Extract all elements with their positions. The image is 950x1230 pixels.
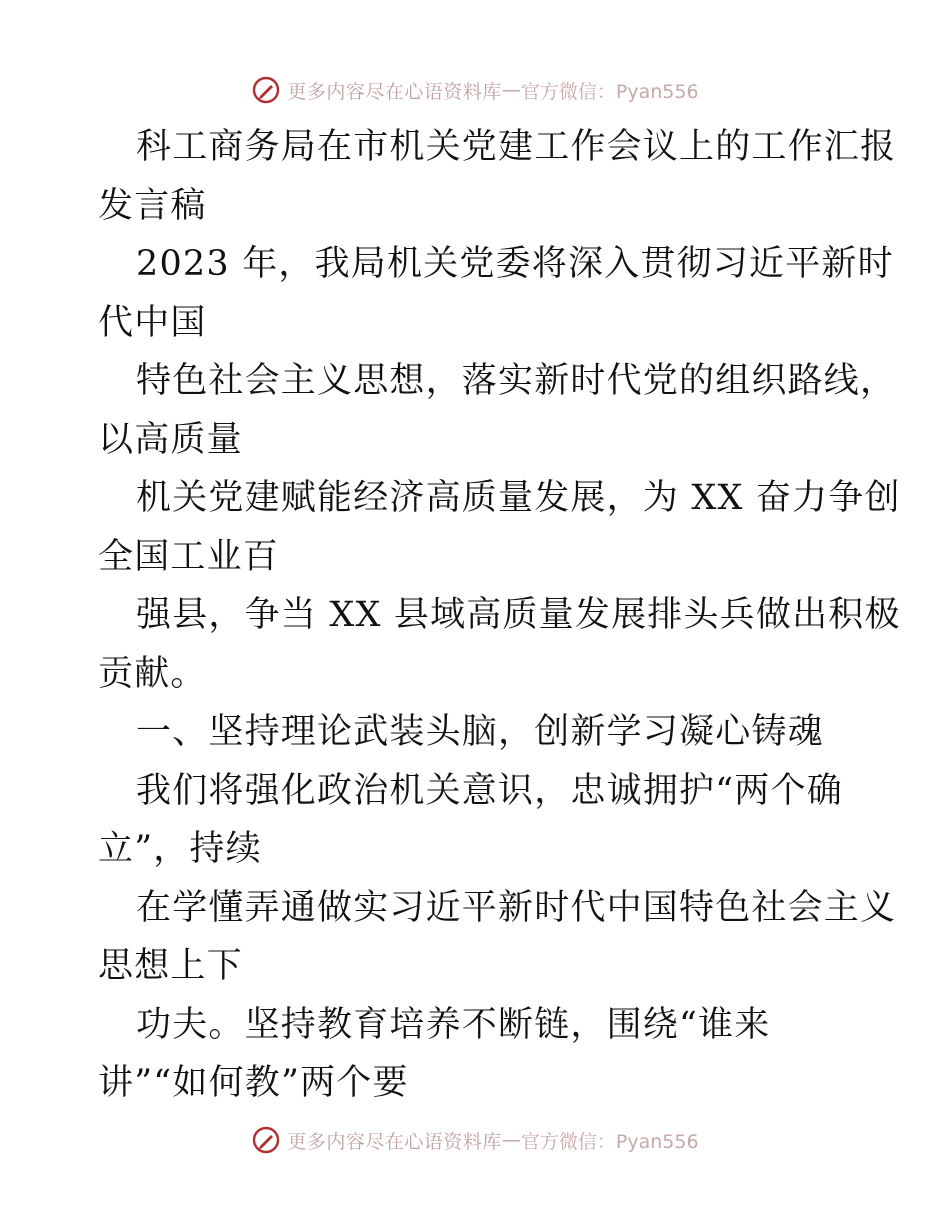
body-line: 思想上下	[98, 946, 243, 986]
section-heading: 一、坚持理论武装头脑，创新学习凝心铸魂	[136, 712, 824, 752]
body-line: 科工商务局在市机关党建工作会议上的工作汇报	[136, 127, 897, 167]
body-line: 发言稿	[98, 185, 207, 226]
watermark-slogan: 更多内容尽在心语资料库	[287, 80, 502, 103]
watermark-separator: —	[501, 1129, 521, 1151]
body-line: 功夫。坚持教育培养不断链，围绕“谁来	[136, 1004, 771, 1045]
watermark-wechat: 官方微信：Pyan556	[520, 1130, 699, 1153]
body-line: 以高质量	[98, 419, 243, 460]
body-line: 立”，持续	[98, 829, 262, 869]
watermark-separator: —	[501, 79, 521, 101]
watermark-banner-top	[0, 70, 950, 110]
body-line: 特色社会主义思想，落实新时代党的组织路线，	[136, 361, 897, 401]
pen-logo-icon	[251, 1125, 281, 1155]
body-line: 贡献。	[98, 653, 207, 694]
document-body	[98, 118, 901, 1113]
body-line: 讲”“如何教”两个要	[98, 1063, 409, 1103]
body-line: 强县，争当 XX 县域高质量发展排头兵做出积极	[136, 595, 901, 635]
watermark-banner-bottom	[0, 1120, 950, 1160]
watermark-wechat: 官方微信：Pyan556	[520, 80, 699, 103]
body-line: 在学懂弄通做实习近平新时代中国特色社会主义	[136, 887, 897, 928]
body-line: 代中国	[98, 302, 207, 343]
pen-logo-icon	[251, 75, 281, 105]
body-line: 全国工业百	[98, 536, 280, 577]
watermark-slogan: 更多内容尽在心语资料库	[287, 1130, 502, 1153]
body-line: 2023 年，我局机关党委将深入贯彻习近平新时	[136, 244, 894, 284]
body-line: 我们将强化政治机关意识，忠诚拥护“两个确	[136, 770, 843, 811]
body-line: 机关党建赋能经济高质量发展，为 XX 奋力争创	[136, 478, 901, 518]
